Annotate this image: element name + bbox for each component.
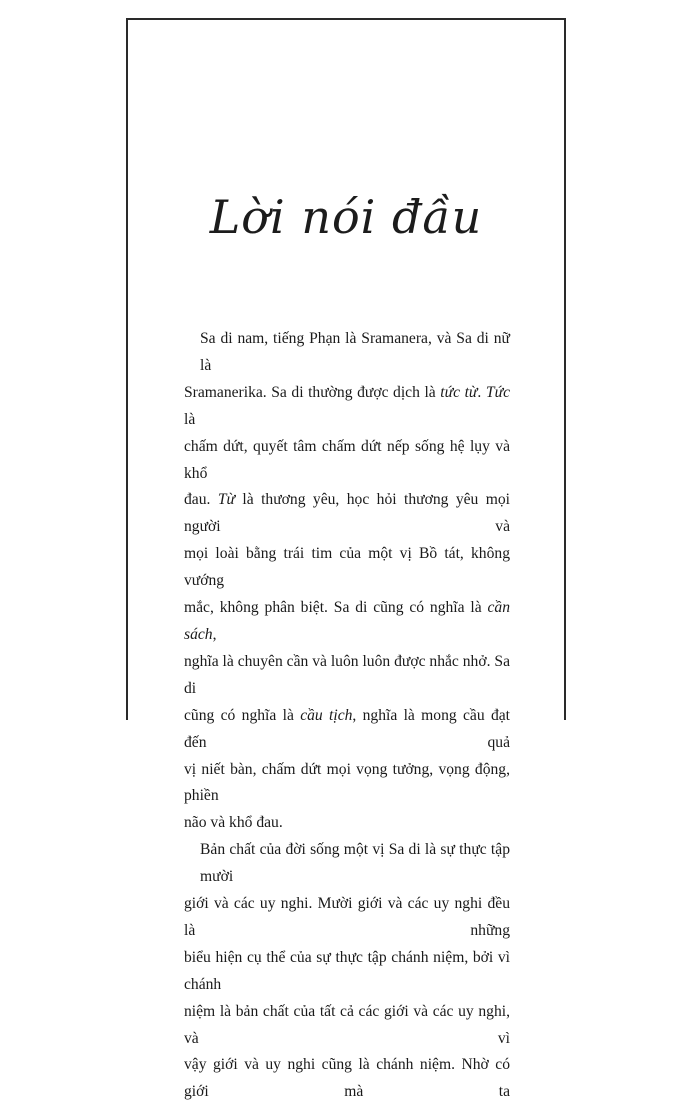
text-line bbox=[184, 649, 510, 703]
text-span: đau. bbox=[184, 491, 218, 509]
text-span: biểu hiện cụ thể của sự thực tập chánh niệm, bởi vì chánh bbox=[184, 948, 510, 993]
text-line bbox=[184, 595, 510, 649]
italic-term: Tức bbox=[485, 383, 510, 401]
text-line bbox=[184, 999, 510, 1053]
text-span: vậy giới và uy nghi cũng là chánh niệm. Nhờ có giới mà ta bbox=[184, 1056, 510, 1101]
text-line bbox=[184, 326, 510, 380]
text-line bbox=[184, 434, 510, 488]
text-line bbox=[184, 541, 510, 595]
text-line bbox=[184, 945, 510, 999]
text-span: Sa di nam, tiếng Phạn là Sramanera, và Sa di nữ là bbox=[200, 330, 510, 374]
text-span: giới và các uy nghi. Mười giới và các uy nghi đều là những bbox=[184, 895, 510, 939]
text-span: là thương yêu, học hỏi thương yêu mọi người và bbox=[184, 491, 510, 536]
text-span: là bbox=[184, 410, 196, 428]
text-line bbox=[184, 487, 510, 541]
body-text bbox=[184, 326, 510, 1106]
italic-term: Từ bbox=[217, 491, 236, 509]
text-span: Sramanerika. Sa di thường được dịch là bbox=[184, 383, 441, 401]
text-span: mắc, không phân biệt. Sa di cũng có nghĩa là bbox=[184, 599, 488, 617]
paragraph-2 bbox=[184, 837, 510, 1106]
text-line bbox=[184, 703, 510, 757]
book-page bbox=[126, 18, 566, 1101]
text-span: chấm dứt, quyết tâm chấm dứt nếp sống hệ lụy và khổ bbox=[184, 437, 510, 482]
italic-term: cầu tịch bbox=[300, 706, 353, 724]
italic-term: tức từ bbox=[440, 383, 478, 401]
paragraph-1 bbox=[184, 326, 510, 837]
text-span: . bbox=[477, 383, 486, 401]
text-span: mọi loài bằng trái tim của một vị Bồ tát, không vướng bbox=[184, 545, 510, 590]
text-span: niệm là bản chất của tất cả các giới và các uy nghi, và vì bbox=[184, 1002, 510, 1047]
text-span: Bản chất của đời sống một vị Sa di là sự thực tập mười bbox=[200, 841, 510, 886]
text-line bbox=[184, 1052, 510, 1106]
page-title: Lời nói đầu bbox=[209, 190, 483, 244]
text-span: nghĩa là chuyên cần và luôn luôn được nhắc nhở. Sa di bbox=[184, 652, 510, 697]
text-span: vị niết bàn, chấm dứt mọi vọng tưởng, vọng động, phiền bbox=[184, 760, 510, 805]
text-span: não và khổ đau. bbox=[184, 814, 283, 832]
text-line bbox=[184, 810, 510, 837]
text-span: , nghĩa là mong cầu đạt đến quả bbox=[184, 706, 511, 751]
text-line bbox=[184, 380, 510, 434]
italic-term: cần sách bbox=[184, 599, 510, 643]
text-line bbox=[184, 891, 510, 945]
text-span: , bbox=[212, 625, 217, 643]
text-line bbox=[184, 837, 510, 891]
text-line bbox=[184, 757, 510, 811]
text-span: cũng có nghĩa là bbox=[184, 706, 301, 724]
